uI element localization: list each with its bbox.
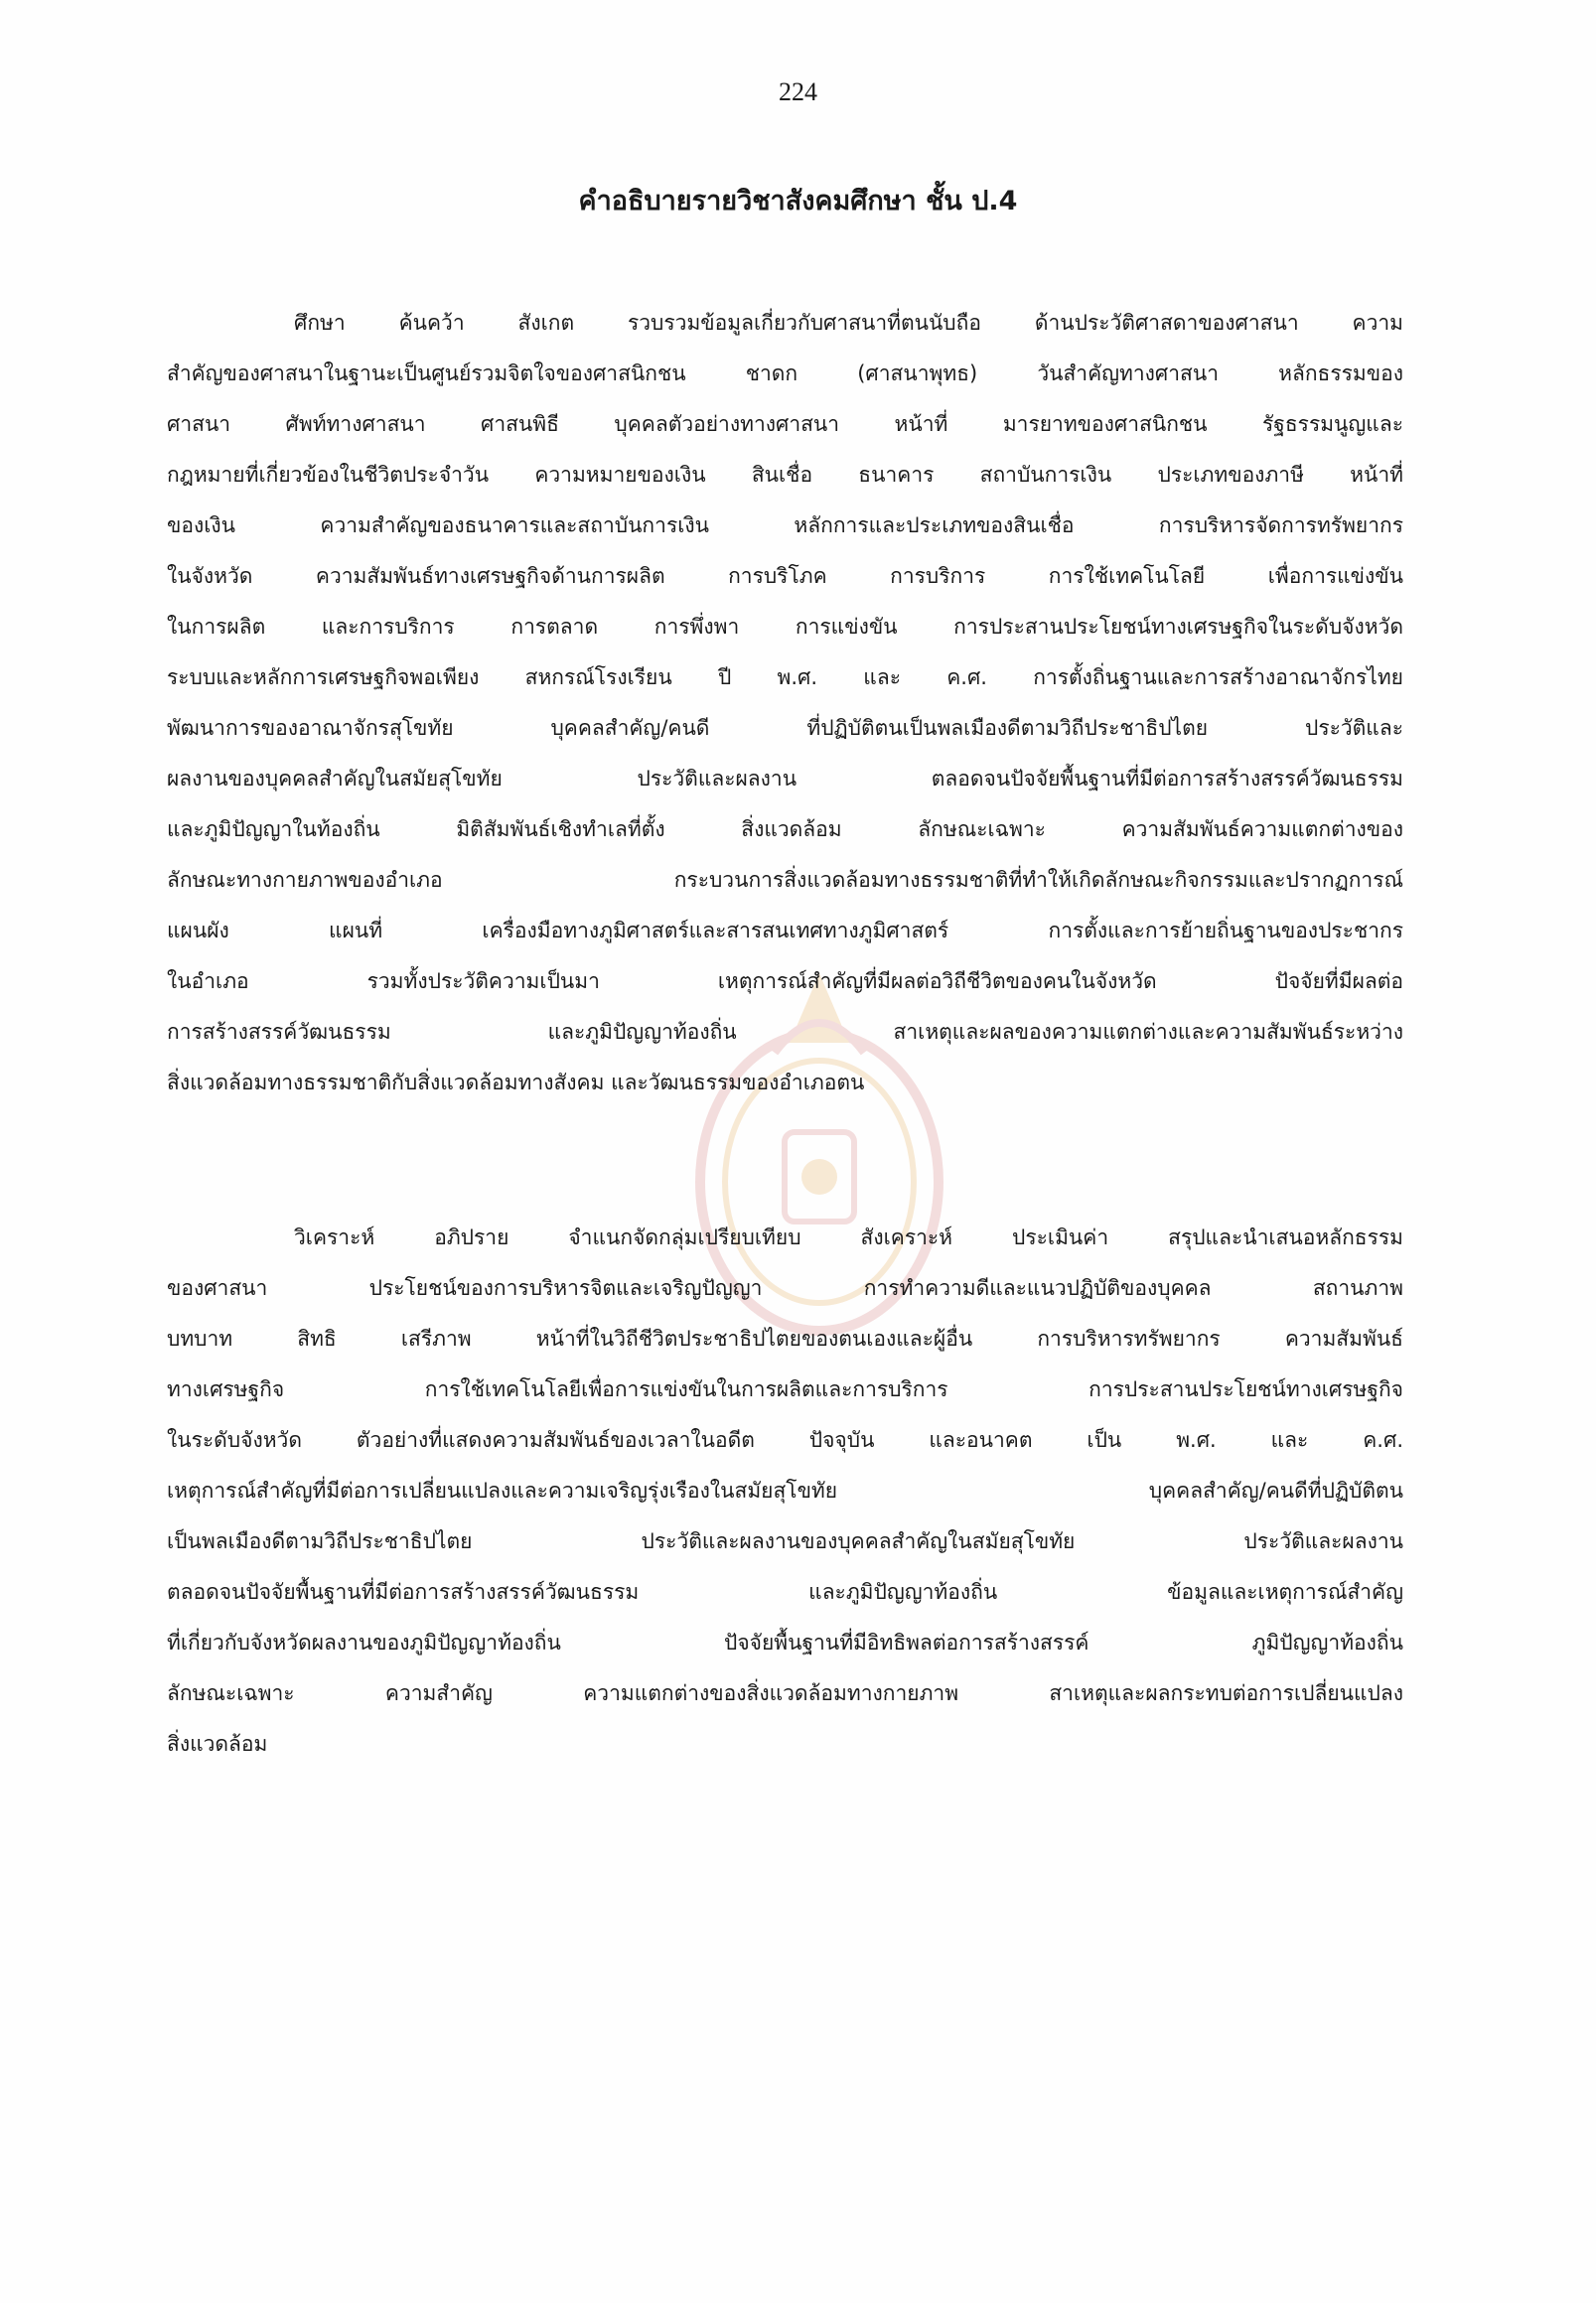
paragraph-1 (167, 298, 1403, 1108)
text-line: เหตุการณ์สำคัญที่มีต่อการเปลี่ยนแปลงและความเจริญรุ่งเรืองในสมัยสุโขทัย บุคคลสำคัญ/คนดีที่ปฏิบัติตน (167, 1479, 1403, 1503)
text-line: ลักษณะเฉพาะ ความสำคัญ ความแตกต่างของสิ่งแวดล้อมทางกายภาพ สาเหตุและผลกระทบต่อการเปลี่ยนแปลง (167, 1681, 1403, 1705)
page-number: 224 (779, 77, 817, 106)
text-line: ของศาสนา ประโยชน์ของการบริหารจิตและเจริญปัญญา การทำความดีและแนวปฏิบัติของบุคคล สถานภาพ (167, 1276, 1403, 1300)
text-line: ศึกษา ค้นคว้า สังเกต รวบรวมข้อมูลเกี่ยวกับศาสนาที่ตนนับถือ ด้านประวัติศาสดาของศาสนา ความ (294, 311, 1403, 335)
text-line: แผนผัง แผนที่ เครื่องมือทางภูมิศาสตร์และสารสนเทศทางภูมิศาสตร์ การตั้งและการย้ายถิ่นฐานของประชากร (167, 919, 1403, 942)
text-line: วิเคราะห์ อภิปราย จำแนกจัดกลุ่มเปรียบเทียบ สังเคราะห์ ประเมินค่า สรุปและนำเสนอหลักธรรม (294, 1225, 1403, 1249)
text-line: ในจังหวัด ความสัมพันธ์ทางเศรษฐกิจด้านการผลิต การบริโภค การบริการ การใช้เทคโนโลยี เพื่อการแข่งขัน (167, 564, 1403, 588)
text-line: บทบาท สิทธิ เสรีภาพ หน้าที่ในวิถีชีวิตประชาธิปไตยของตนเองและผู้อื่น การบริหารทรัพยากร ความสัมพันธ์ (167, 1327, 1403, 1351)
text-line: การสร้างสรรค์วัฒนธรรม และภูมิปัญญาท้องถิ่น สาเหตุและผลของความแตกต่างและความสัมพันธ์ระหว่าง (167, 1020, 1403, 1044)
text-line: และภูมิปัญญาในท้องถิ่น มิติสัมพันธ์เชิงทำเลที่ตั้ง สิ่งแวดล้อม ลักษณะเฉพาะ ความสัมพันธ์ความแตกต่างของ (167, 817, 1403, 841)
text-line: ที่เกี่ยวกับจังหวัดผลงานของภูมิปัญญาท้องถิ่น ปัจจัยพื้นฐานที่มีอิทธิพลต่อการสร้างสรรค์ ภูมิปัญญาท้องถิ่น (167, 1631, 1403, 1655)
text-line: พัฒนาการของอาณาจักรสุโขทัย บุคคลสำคัญ/คนดี ที่ปฏิบัติตนเป็นพลเมืองดีตามวิถีประชาธิปไตย ประวัติและ (167, 716, 1403, 740)
text-line: ในอำเภอ รวมทั้งประวัติความเป็นมา เหตุการณ์สำคัญที่มีผลต่อวิถีชีวิตของคนในจังหวัด ปัจจัยที่มีผลต่อ (167, 969, 1403, 993)
text-line: ในระดับจังหวัด ตัวอย่างที่แสดงความสัมพันธ์ของเวลาในอดีต ปัจจุบัน และอนาคต เป็น พ.ศ. และ ค.ศ. (167, 1428, 1403, 1452)
text-line: กฎหมายที่เกี่ยวข้องในชีวิตประจำวัน ความหมายของเงิน สินเชื่อ ธนาคาร สถาบันการเงิน ประเภทของภาษี หน้าที่ (167, 463, 1403, 487)
paragraph-2 (167, 1213, 1403, 1770)
text-line: ในการผลิต และการบริการ การตลาด การพึ่งพา การแข่งขัน การประสานประโยชน์ทางเศรษฐกิจในระดับจังหวัด (167, 615, 1403, 639)
text-line: ศาสนา ศัพท์ทางศาสนา ศาสนพิธี บุคคลตัวอย่างทางศาสนา หน้าที่ มารยาทของศาสนิกชน รัฐธรรมนูญและ (167, 412, 1403, 436)
page-title: คำอธิบายรายวิชาสังคมศึกษา ชั้น ป.4 (578, 186, 1018, 216)
text-line: ระบบและหลักการเศรษฐกิจพอเพียง สหกรณ์โรงเรียน ปี พ.ศ. และ ค.ศ. การตั้งถิ่นฐานและการสร้างอาณาจักรไทย (167, 665, 1403, 689)
text-line: สิ่งแวดล้อมทางธรรมชาติกับสิ่งแวดล้อมทางสังคม และวัฒนธรรมของอำเภอตน (167, 1071, 865, 1094)
text-line: ตลอดจนปัจจัยพื้นฐานที่มีต่อการสร้างสรรค์วัฒนธรรม และภูมิปัญญาท้องถิ่น ข้อมูลและเหตุการณ์สำคัญ (167, 1580, 1403, 1604)
text-line: ทางเศรษฐกิจ การใช้เทคโนโลยีเพื่อการแข่งขันในการผลิตและการบริการ การประสานประโยชน์ทางเศรษฐกิจ (167, 1377, 1403, 1401)
text-line: เป็นพลเมืองดีตามวิถีประชาธิปไตย ประวัติและผลงานของบุคคลสำคัญในสมัยสุโขทัย ประวัติและผลงาน (167, 1529, 1403, 1553)
text-line: ลักษณะทางกายภาพของอำเภอ กระบวนการสิ่งแวดล้อมทางธรรมชาติที่ทำให้เกิดลักษณะกิจกรรมและปรากฏการณ์ (167, 868, 1403, 892)
text-line: ผลงานของบุคคลสำคัญในสมัยสุโขทัย ประวัติและผลงาน ตลอดจนปัจจัยพื้นฐานที่มีต่อการสร้างสรรค์วัฒนธรรม (167, 767, 1403, 791)
text-line: สำคัญของศาสนาในฐานะเป็นศูนย์รวมจิตใจของศาสนิกชน ชาดก (ศาสนาพุทธ) วันสำคัญทางศาสนา หลักธรรมของ (167, 361, 1403, 385)
text-line: ของเงิน ความสำคัญของธนาคารและสถาบันการเงิน หลักการและประเภทของสินเชื่อ การบริหารจัดการทรัพยากร (167, 513, 1403, 537)
text-line: สิ่งแวดล้อม (167, 1732, 268, 1756)
